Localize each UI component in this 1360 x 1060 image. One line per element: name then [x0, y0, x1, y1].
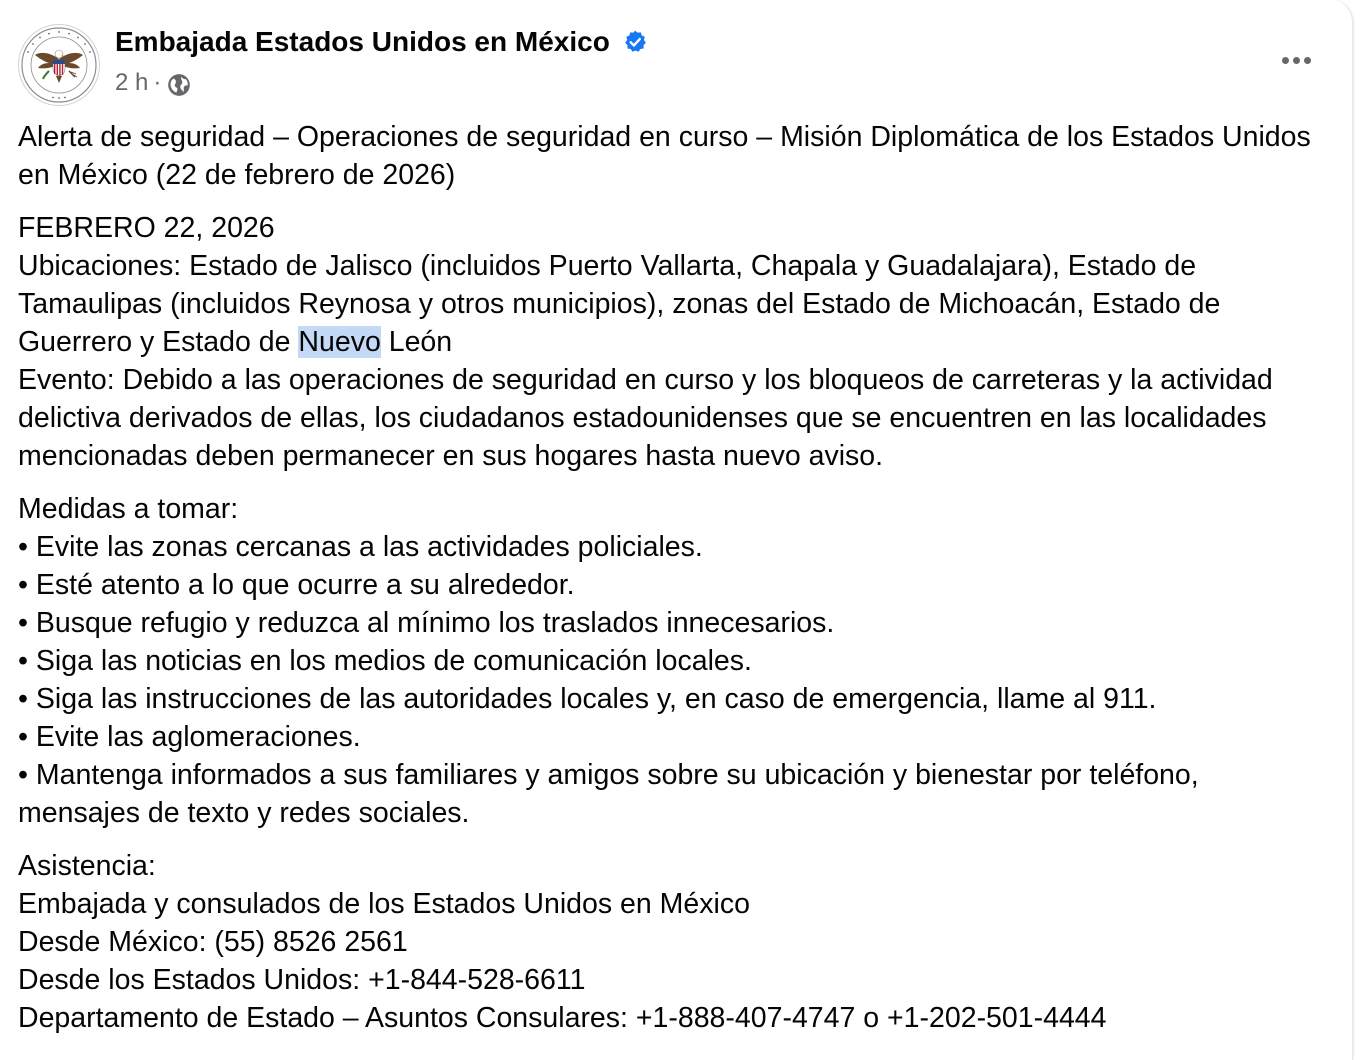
more-dot: [1282, 57, 1289, 64]
assistance-section: [18, 847, 1328, 1037]
list-item: • Siga las noticias en los medios de comunicación locales.: [18, 645, 752, 677]
measures-heading: Medidas a tomar:: [18, 493, 239, 525]
post-timestamp[interactable]: 2 h: [115, 69, 149, 96]
more-dot: [1293, 57, 1300, 64]
assistance-line: Desde los Estados Unidos: +1-844-528-6611: [18, 964, 586, 996]
meta-separator: ·: [153, 69, 162, 96]
more-dot: [1304, 57, 1311, 64]
assistance-heading: Asistencia:: [18, 850, 156, 882]
locations-text: Ubicaciones: Estado de Jalisco (incluidos Puerto Vallarta, Chapala y Guadalajara), Estado de Tamaulipas (incluidos Reynosa y otros municipios), zonas del Estado de Michoacán, Estado de Guerrero y Estado de: [18, 250, 1221, 358]
page-avatar[interactable]: [18, 24, 100, 106]
post-header: [18, 22, 1338, 106]
more-options-button[interactable]: [1272, 42, 1320, 78]
post-event: Evento: Debido a las operaciones de seguridad en curso y los bloqueos de carreteras y la actividad delictiva derivados de ellas, los ciudadanos estadounidenses que se encuentren en las localidades mencionadas deben permanecer en sus hogares hasta nuevo aviso.: [18, 364, 1273, 472]
assistance-line: Departamento de Estado – Asuntos Consulares: +1-888-407-4747 o +1-202-501-4444: [18, 1002, 1107, 1034]
post-title: Alerta de seguridad – Operaciones de seguridad en curso – Misión Diplomática de los Estados Unidos en México (22 de febrero de 2026): [18, 121, 1311, 191]
list-item: • Mantenga informados a sus familiares y amigos sobre su ubicación y bienestar por teléfono, mensajes de texto y redes sociales.: [18, 759, 1199, 829]
list-item: • Evite las aglomeraciones.: [18, 721, 361, 753]
assistance-line: Desde México: (55) 8526 2561: [18, 926, 408, 958]
post-details: [18, 209, 1328, 475]
selected-text: Nuevo: [298, 326, 381, 358]
locations-end: León: [380, 326, 453, 358]
globe-icon[interactable]: [166, 72, 192, 98]
page-name-link[interactable]: [115, 26, 648, 58]
measures-section: [18, 490, 1328, 832]
list-item: • Esté atento a lo que ocurre a su alrededor.: [18, 569, 575, 601]
post-date: FEBRERO 22, 2026: [18, 212, 275, 244]
assistance-line: Embajada y consulados de los Estados Unidos en México: [18, 888, 750, 920]
embassy-seal-icon: [19, 25, 99, 105]
list-item: • Busque refugio y reduzca al mínimo los traslados innecesarios.: [18, 607, 835, 639]
list-item: • Siga las instrucciones de las autoridades locales y, en caso de emergencia, llame al 911.: [18, 683, 1157, 715]
post-body: [18, 118, 1328, 1052]
page-name: Embajada Estados Unidos en México: [115, 26, 610, 57]
post-locations: [18, 247, 1328, 361]
post-meta: [115, 68, 192, 98]
list-item: • Evite las zonas cercanas a las actividades policiales.: [18, 531, 703, 563]
verified-badge-icon: [622, 29, 648, 55]
